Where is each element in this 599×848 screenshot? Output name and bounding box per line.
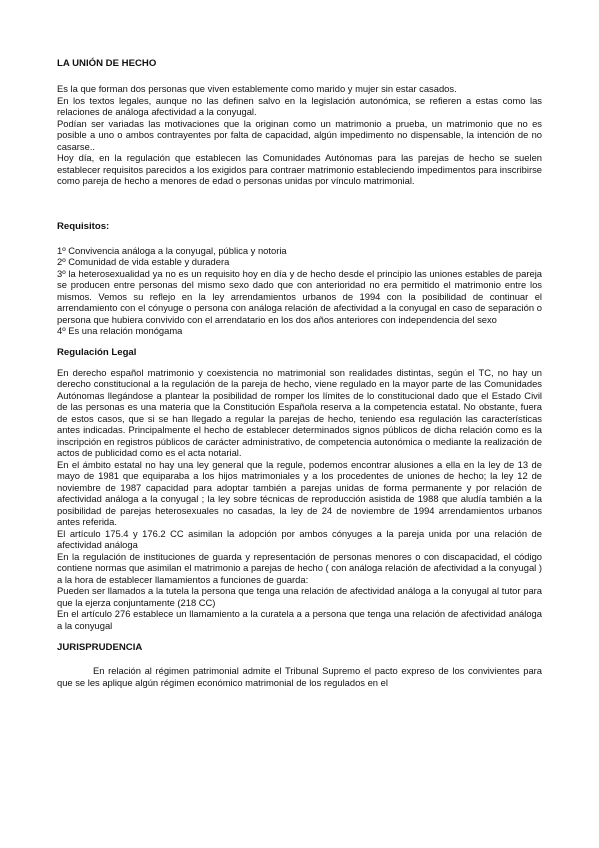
- section-title-union: LA UNIÓN DE HECHO: [57, 58, 157, 69]
- regulacion-paragraph: En el artículo 276 establece un llamamiento a la curatela a a persona que tenga una relación de afectividad análoga a la conyugal: [57, 608, 542, 631]
- section-title-jurisprudencia: JURISPRUDENCIA: [57, 642, 143, 653]
- regulacion-paragraph: En el ámbito estatal no hay una ley general que la regule, podemos encontrar alusiones a ella en la ley de 13 de mayo de 1981 que equiparaba a los hijos matrimoniales y a los procedentes de uniones de hecho; la ley 12 de noviembre de 1987 capacidad para adoptar también a parejas unidas de forma permanente y por relación de afectividad análoga a la conyugal ; la ley sobre técnicas de reproducción asistida de 1988 que aludía también a la posibilidad de parejas heterosexuales no casadas, la ley de 24 de noviembre de 1994 arrendamientos urbanos antes referida.: [57, 458, 542, 527]
- requisito-item: 2º Comunidad de vida estable y duradera: [57, 256, 230, 267]
- regulacion-paragraph: En derecho español matrimonio y coexistencia no matrimonial son realidades distintas, según el TC, no hay un derecho constitucional a la regulación de la pareja de hecho, viene regulado en la mayor parte de las Comunidades Autónomas llegándose a plantear la posibilidad de romper los límites de lo constitucional dado que el Estado Civil de las personas es una materia que la Constitución Española reserva a la competencia estatal. No obstante, fuera de estos casos, que si se han llegado a regular la parejas de hecho, teniendo esa regulación las características antes indicadas. Principalmente el hecho de establecer determinados signos públicos de dicha relación como es la inscripción en registros públicos de carácter administrativo, de competencia autonómica o mediante la realización de actos de publicidad como es el acta notarial.: [57, 366, 542, 458]
- jurisprudencia-paragraph: En relación al régimen patrimonial admite el Tribunal Supremo el pacto expreso de los convivientes para que se les aplique algún régimen económico matrimonial de los regulados en el: [57, 665, 542, 688]
- union-paragraph: Es la que forman dos personas que viven establemente como marido y mujer sin estar casados.: [57, 83, 457, 94]
- union-paragraph: En los textos legales, aunque no las definen salvo en la legislación autonómica, se refieren a estas como las relaciones de análoga afectividad a la conyugal.: [57, 94, 542, 117]
- regulacion-paragraph: El artículo 175.4 y 176.2 CC asimilan la adopción por ambos cónyuges a la pareja unida por una relación de afectividad análoga: [57, 527, 542, 550]
- union-paragraph: Hoy día, en la regulación que establecen las Comunidades Autónomas para las parejas de hecho se suelen establecer requisitos parecidos a los exigidos para contraer matrimonio estableciendo impedimentos para inscribirse como pareja de hecho a menores de edad o personas unidas por vínculo matrimonial.: [57, 152, 542, 186]
- regulacion-paragraph: En la regulación de instituciones de guarda y representación de personas menores o con discapacidad, el código contiene normas que asimilan el matrimonio a parejas de hecho ( con análoga relación de afectividad a la conyugal ) a la hora de establecer llamamientos a funciones de guarda:: [57, 550, 542, 585]
- document-page: [57, 58, 542, 688]
- section-title-requisitos: Requisitos:: [57, 220, 110, 232]
- section-title-regulacion: Regulación Legal: [57, 346, 137, 358]
- requisito-item: 3º la heterosexualidad ya no es un requisito hoy en día y de hecho desde el principio las uniones estables de pareja se producen entre personas del mismo sexo dado que con anterioridad no era permitido el matrimonio entre los mismos. Vemos su reflejo en la ley arrendamientos urbanos de 1994 con la posibilidad de continuar el arrendamiento con el cónyuge o persona con análoga relación de afectividad a la conyugal en caso de separación o persona que hubiera convivido con el arrendatario en los dos años anteriores con independencia del sexo: [57, 267, 542, 325]
- requisito-item: 1º Convivencia análoga a la conyugal, pública y notoria: [57, 244, 287, 256]
- union-paragraph: Podían ser variadas las motivaciones que la originan como un matrimonio a prueba, un matrimonio que no es posible a uno o ambos contrayentes por falta de capacidad, algún impedimento no dispensable, la intención de no casarse..: [57, 117, 542, 152]
- requisito-item: 4º Es una relación monógama: [57, 325, 183, 336]
- regulacion-paragraph: Pueden ser llamados a la tutela la persona que tenga una relación de afectividad análoga a la conyugal al tutor para que la ejerza conjuntamente (218 CC): [57, 585, 542, 608]
